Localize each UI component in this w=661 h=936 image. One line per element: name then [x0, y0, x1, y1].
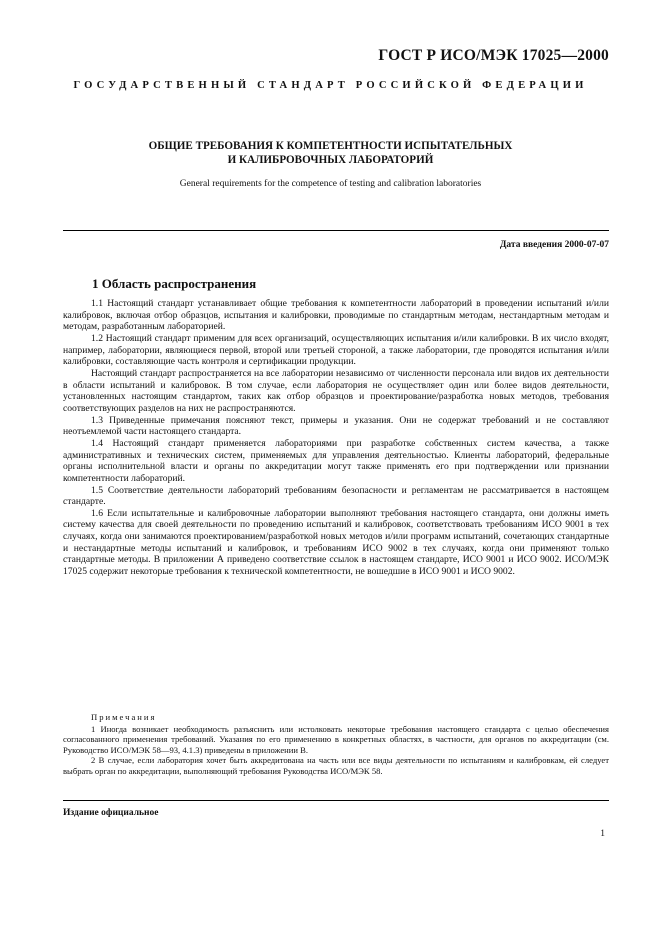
- introduction-date: Дата введения 2000-07-07: [499, 240, 609, 250]
- section-heading: 1 Область распространения: [92, 276, 257, 291]
- title-line-2: И КАЛИБРОВОЧНЫХ ЛАБОРАТОРИЙ: [227, 154, 434, 166]
- paragraph: 1.3 Приведенные примечания поясняют текст, примеры и указания. Они не содержат требований и не составляют неотъемлемой части настоящего стандарта.: [63, 414, 609, 438]
- notes-block: [63, 712, 609, 777]
- title-line-1: ОБЩИЕ ТРЕБОВАНИЯ К КОМПЕТЕНТНОСТИ ИСПЫТАТЕЛЬНЫХ: [148, 140, 513, 152]
- note-item: 2 В случае, если лаборатория хочет быть аккредитована на часть или все виды деятельности по испытаниям и калибровкам, ей следует выбрать орган по аккредитации, выполняющий требования Руководства ИСО/МЭК 58.: [63, 755, 609, 776]
- notes-heading: Примечания: [91, 712, 157, 722]
- paragraph: 1.2 Настоящий стандарт применим для всех организаций, осуществляющих испытания и/или калибровки. В их число входят, например, лаборатории, являющиеся первой, второй или третьей стороной, а также лаборатории, где проводятся испытания и/или калибровки, составляющие часть контроля и сертификации продукции.: [63, 332, 609, 368]
- english-title: General requirements for the competence of testing and calibration laboratories: [179, 179, 482, 189]
- paragraph: 1.5 Соответствие деятельности лабораторий требованиям безопасности и регламентам не рассматривается в настоящем стандарте.: [63, 484, 609, 508]
- state-standard-banner: ГОСУДАРСТВЕННЫЙ СТАНДАРТ РОССИЙСКОЙ ФЕДЕРАЦИИ: [73, 80, 588, 91]
- paragraph: 1.1 Настоящий стандарт устанавливает общие требования к компетентности лабораторий в проведении испытаний и/или калибровок, включая отбор образцов, испытания и калибровки, проводимые по стандартным методам, нестандартным методам и методам, разработанным лабораторией.: [63, 298, 609, 333]
- paragraph: 1.4 Настоящий стандарт применяется лабораториями при разработке собственных систем качества, а также административных и технических систем, применяемых для управления деятельностью. Клиенты лабораторий, федеральные органы исполнительной власти и органы по аккредитации могут также применять его при подтверждении или признании компетентности лабораторий.: [63, 437, 609, 484]
- note-item: 1 Иногда возникает необходимость разъяснить или истолковать некоторые требования настоящего стандарта с целью обеспечения согласованного применения требований. Указания по его применению в конкретных областях, в частности, для органов по аккредитации (см. Руководство ИСО/МЭК 58—93, 4.1.3) приведены в приложении В.: [63, 723, 609, 755]
- bottom-divider: [63, 800, 609, 801]
- top-divider: [63, 230, 609, 231]
- paragraph: Настоящий стандарт распространяется на все лаборатории независимо от численности персонала или видов их деятельности в области испытаний и калибровок. В том случае, если лаборатория не осуществляет один или более видов деятельности, установленных настоящим стандартом, таких как отбор образцов и проектирование/разработка новых методов, требования соответствующих разделов на них не распространяются.: [63, 367, 609, 414]
- page-number: 1: [600, 829, 605, 839]
- paragraph: 1.6 Если испытательные и калибровочные лаборатории выполняют требования настоящего стандарта, они должны иметь систему качества для своей деятельности по проведению испытаний и калибровок, соответствовать требованиям ИСО 9001 в тех случаях, когда они занимаются проектированием/разработкой новых методов и/или программ испытаний, сочетающих стандартные и нестандартные методы испытаний и калибровок, и требованиям ИСО 9002 в тех случаях, когда они применяют только стандартные методы. В приложении А приведено соответствие ссылок в настоящем стандарте, ИСО 9001 и ИСО 9002. ИСО/МЭК 17025 содержит некоторые требования к технической компетентности, не вошедшие в ИСО 9001 и ИСО 9002.: [63, 507, 609, 578]
- document-title: [0, 139, 661, 167]
- official-edition-label: Издание официальное: [63, 808, 159, 818]
- section-body: [63, 298, 609, 578]
- standard-code: ГОСТ Р ИСО/МЭК 17025—2000: [378, 47, 609, 64]
